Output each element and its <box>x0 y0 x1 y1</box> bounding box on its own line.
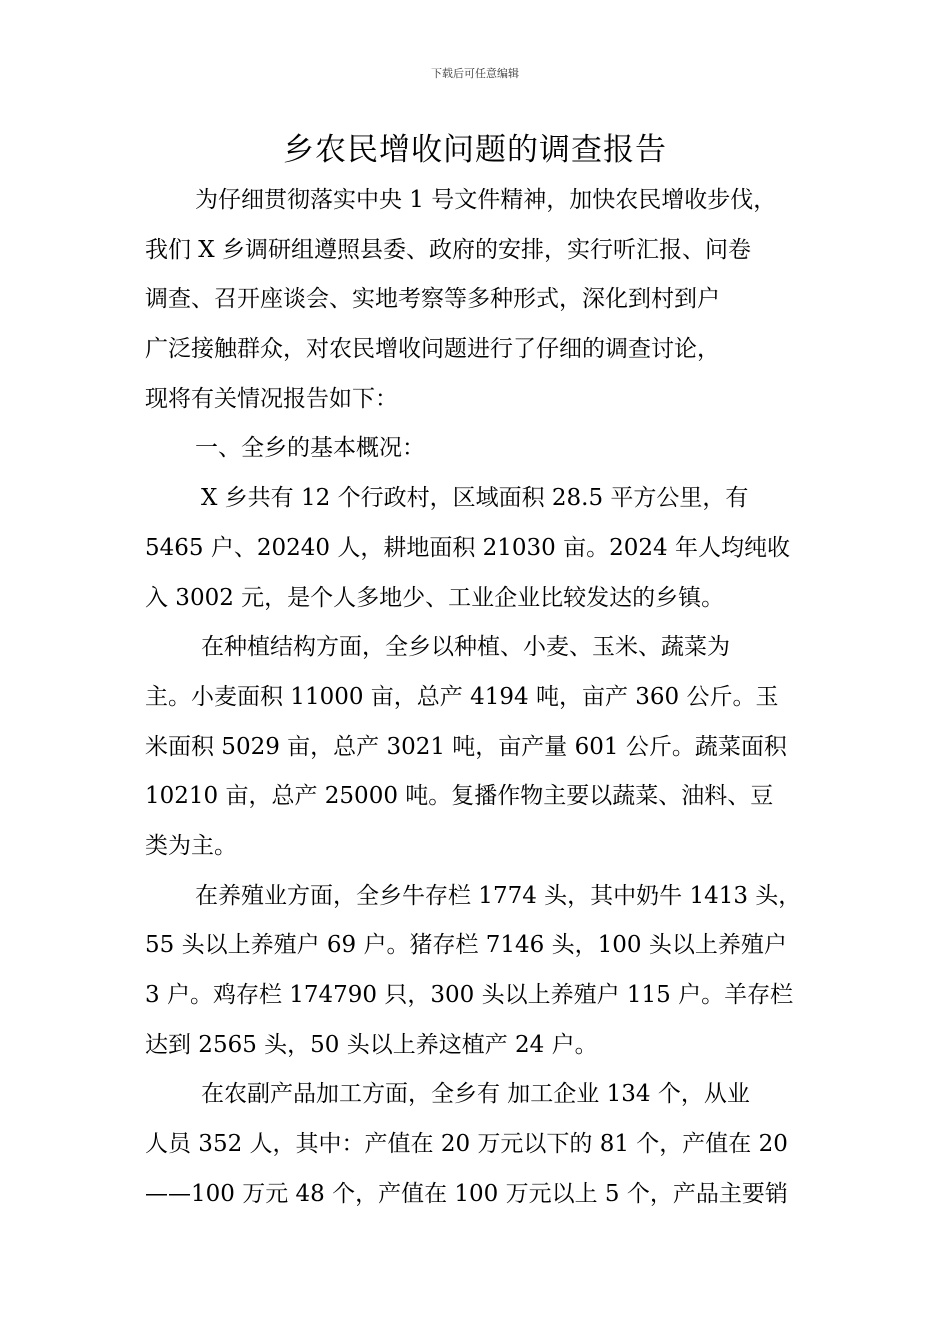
paragraph-line: 在养殖业方面，全乡牛存栏 1774 头，其中奶牛 1413 头， <box>195 882 802 909</box>
paragraph-line: ——100 万元 48 个，产值在 100 万元以上 5 个，产品主要销 <box>145 1180 788 1207</box>
paragraph-line: 5465 户、20240 人，耕地面积 21030 亩。2024 年人均纯收 <box>145 534 790 561</box>
document-body <box>145 176 845 1219</box>
paragraph-line: 3 户。鸡存栏 174790 只，300 头以上养殖户 115 户。羊存栏 <box>145 982 794 1008</box>
paragraph-line: 达到 2565 头，50 头以上养这植产 24 户。 <box>145 1031 598 1058</box>
paragraph-line: 我们 X 乡调研组遵照县委、政府的安排，实行听汇报、问卷 <box>145 236 751 263</box>
paragraph-line: 广泛接触群众，对农民增收问题进行了仔细的调查讨论， <box>145 336 720 363</box>
paragraph-line: 调查、召开座谈会、实地考察等多种形式，深化到村到户 <box>145 286 720 313</box>
paragraph-line: 现将有关情况报告如下： <box>145 385 398 412</box>
section-heading: 一、全乡的基本概况： <box>195 435 425 462</box>
paragraph-line: 入 3002 元，是个人多地少、工业企业比较发达的乡镇。 <box>145 584 725 611</box>
paragraph-line: 为仔细贯彻落实中央 1 号文件精神，加快农民增收步伐， <box>195 187 777 213</box>
paragraph-line: 类为主。 <box>145 832 237 859</box>
paragraph-line: 在农副产品加工方面，全乡有 加工企业 134 个，从业 <box>201 1081 750 1108</box>
paragraph-line: 55 头以上养殖户 69 户。猪存栏 7146 头，100 头以上养殖户 <box>145 932 787 959</box>
paragraph-line: 人员 352 人，其中：产值在 20 万元以下的 81 个，产值在 20 <box>145 1131 788 1158</box>
paragraph-line: 米面积 5029 亩，总产 3021 吨，亩产量 601 公斤。蔬菜面积 <box>145 733 787 760</box>
paragraph-line: 在种植结构方面，全乡以种植、小麦、玉米、蔬菜为 <box>201 634 730 661</box>
paragraph-line: 10210 亩，总产 25000 吨。复播作物主要以蔬菜、油料、豆 <box>145 783 774 810</box>
header-note: 下载后可任意编辑 <box>431 67 519 80</box>
document-title: 乡农民增收问题的调查报告 <box>283 132 667 168</box>
paragraph-line: X 乡共有 12 个行政村，区域面积 28.5 平方公里，有 <box>201 485 749 512</box>
paragraph-line: 主。小麦面积 11000 亩，总产 4194 吨，亩产 360 公斤。玉 <box>145 683 779 710</box>
